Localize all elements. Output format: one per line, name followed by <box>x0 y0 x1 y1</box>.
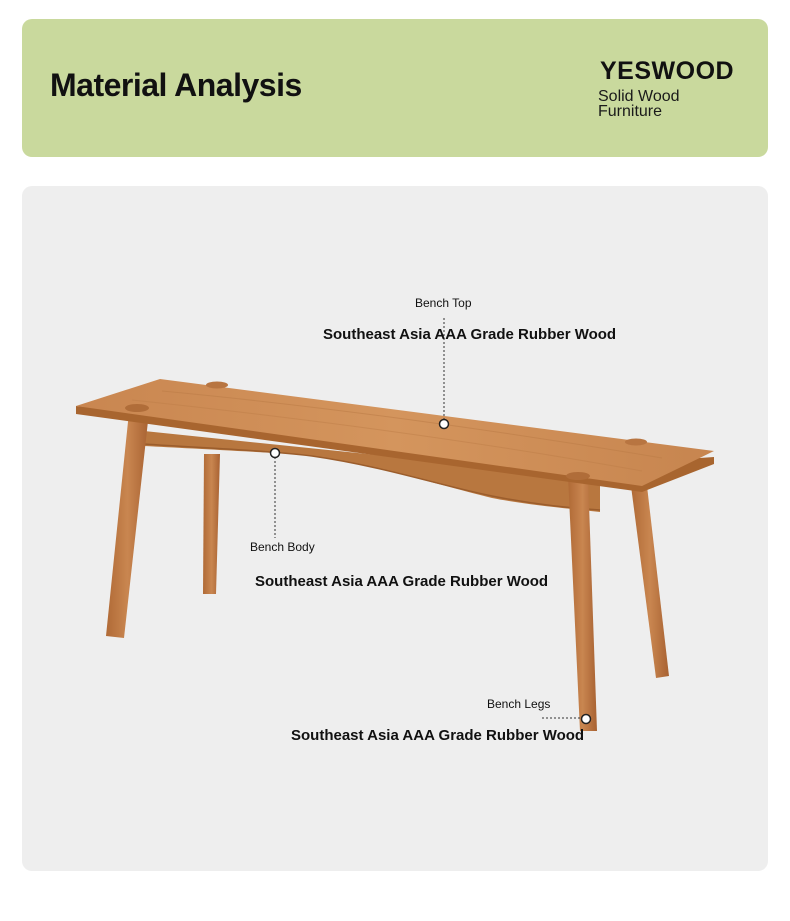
bench-legs-marker <box>582 715 591 724</box>
bench-body-label: Bench Body <box>250 540 315 554</box>
brand-logo: YESWOOD <box>600 57 735 85</box>
bench-top-material: Southeast Asia AAA Grade Rubber Wood <box>323 326 617 343</box>
bench-legs-material: Southeast Asia AAA Grade Rubber Wood <box>291 727 585 744</box>
bench-body-material: Southeast Asia AAA Grade Rubber Wood <box>255 573 549 590</box>
bench-body-marker <box>271 449 280 458</box>
product-panel <box>22 186 768 871</box>
bench-front-left-leg <box>106 412 149 638</box>
bench-back-left-leg <box>203 454 220 594</box>
bench-image <box>22 186 768 871</box>
bench-top-label: Bench Top <box>415 296 472 310</box>
page-title: Material Analysis <box>50 67 302 103</box>
bench-front-right-leg <box>568 476 597 731</box>
header-banner <box>22 19 768 157</box>
brand-tagline: Solid Wood Furniture <box>598 88 680 120</box>
bench-back-right-leg <box>631 486 669 678</box>
bench-legs-label: Bench Legs <box>487 697 551 711</box>
bench-top-marker <box>440 420 449 429</box>
